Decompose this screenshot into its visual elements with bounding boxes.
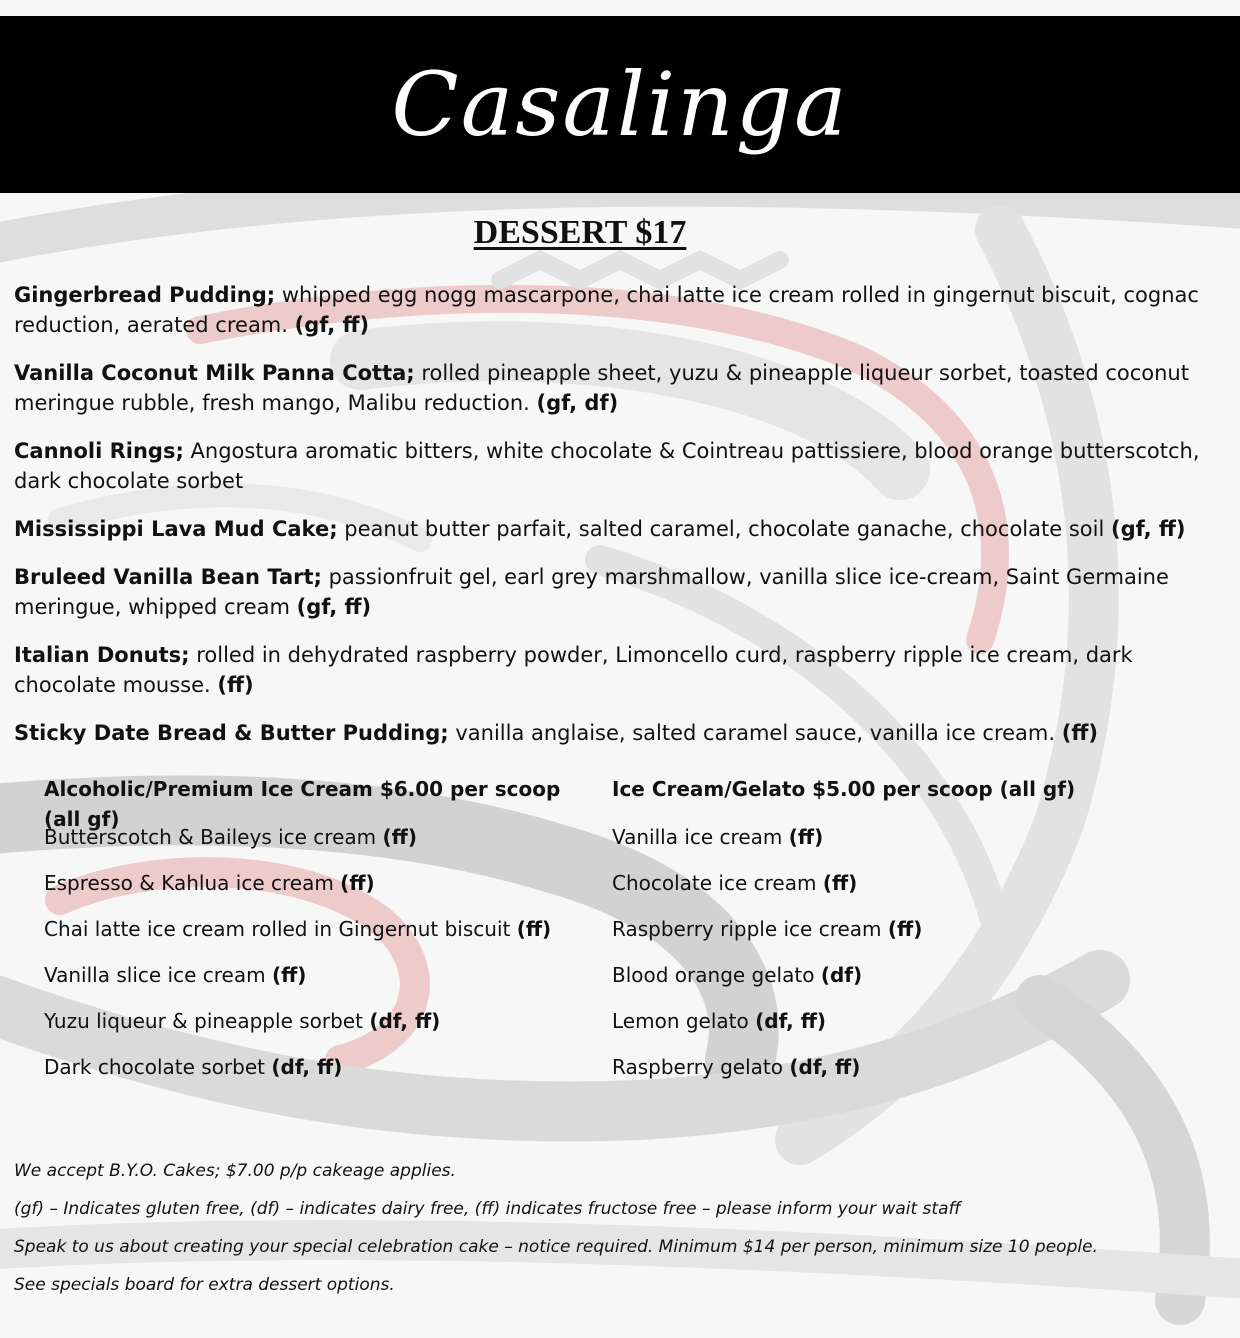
premium-ice-cream-list <box>44 774 584 1098</box>
ice-cream-item <box>44 868 584 914</box>
dessert-name: Bruleed Vanilla Bean Tart; <box>14 565 322 589</box>
standard-ice-cream-heading: Ice Cream/Gelato $5.00 per scoop (all gf) <box>612 777 1076 801</box>
ice-cream-item <box>44 960 584 1006</box>
dietary-tags: (ff) <box>788 825 824 849</box>
ice-cream-item <box>44 1052 584 1098</box>
dietary-tags: (df, ff) <box>789 1055 861 1079</box>
premium-ice-cream-heading: Alcoholic/Premium Ice Cream $6.00 per scoop (all gf) <box>44 777 561 831</box>
dessert-item <box>14 436 1224 496</box>
dessert-description: vanilla anglaise, salted caramel sauce, vanilla ice cream. <box>448 721 1062 745</box>
dietary-tags: (ff) <box>271 963 307 987</box>
dessert-name: Vanilla Coconut Milk Panna Cotta; <box>14 361 415 385</box>
ice-cream-name: Yuzu liqueur & pineapple sorbet <box>44 1009 370 1033</box>
dietary-tags: (gf, ff) <box>294 313 370 337</box>
footer-notes <box>14 1156 1214 1308</box>
dietary-tags: (ff) <box>340 871 375 895</box>
ice-cream-item <box>612 1006 1172 1052</box>
dessert-description: passionfruit gel, earl grey marshmallow, vanilla slice ice-cream, Saint Germaine meringue, whipped cream <box>14 565 1169 619</box>
dessert-item <box>14 562 1224 622</box>
dessert-description: whipped egg nogg mascarpone, chai latte ice cream rolled in gingernut biscuit, cognac reduction, aerated cream. <box>14 283 1199 337</box>
ice-cream-item <box>44 914 584 960</box>
ice-cream-name: Butterscotch & Baileys ice cream <box>44 825 383 849</box>
dessert-section-title: DESSERT $17 <box>473 214 687 251</box>
ice-cream-item <box>44 822 584 868</box>
ice-cream-item <box>612 960 1172 1006</box>
ice-cream-item <box>44 1006 584 1052</box>
dessert-description: peanut butter parfait, salted caramel, chocolate ganache, chocolate soil <box>337 517 1111 541</box>
dietary-tags: (ff) <box>516 917 552 941</box>
dietary-tags: (gf, ff) <box>296 595 372 619</box>
standard-ice-cream-list <box>612 774 1172 1098</box>
ice-cream-item <box>612 1052 1172 1098</box>
dietary-legend-note: (gf) – Indicates gluten free, (df) – indicates dairy free, (ff) indicates fructose free – please inform your wait staff <box>14 1199 961 1219</box>
dessert-name: Italian Donuts; <box>14 643 190 667</box>
ice-cream-name: Raspberry gelato <box>612 1055 790 1079</box>
dessert-item <box>14 640 1224 700</box>
ice-cream-item <box>612 868 1172 914</box>
dessert-description: rolled pineapple sheet, yuzu & pineapple liqueur sorbet, toasted coconut meringue rubble, fresh mango, Malibu reduction. <box>14 361 1189 415</box>
dietary-tags: (ff) <box>887 917 923 941</box>
brand-banner <box>0 16 1240 193</box>
dessert-name: Cannoli Rings; <box>14 439 184 463</box>
dessert-item <box>14 280 1224 340</box>
ice-cream-item <box>612 914 1172 960</box>
dietary-tags: (ff) <box>382 825 417 849</box>
ice-cream-name: Raspberry ripple ice cream <box>612 917 888 941</box>
dessert-name: Gingerbread Pudding; <box>14 283 276 307</box>
dietary-tags: (ff) <box>1061 721 1098 745</box>
ice-cream-name: Espresso & Kahlua ice cream <box>44 871 341 895</box>
ice-cream-name: Lemon gelato <box>612 1009 756 1033</box>
dietary-tags: (df, ff) <box>755 1009 827 1033</box>
dessert-list <box>14 280 1224 766</box>
dessert-description: rolled in dehydrated raspberry powder, Limoncello curd, raspberry ripple ice cream, dark chocolate mousse. <box>14 643 1133 697</box>
restaurant-logo: Casalinga <box>391 53 849 156</box>
dessert-name: Sticky Date Bread & Butter Pudding; <box>14 721 449 745</box>
dessert-item <box>14 718 1224 748</box>
ice-cream-item <box>612 822 1172 868</box>
ice-cream-name: Vanilla slice ice cream <box>44 963 272 987</box>
dietary-tags: (gf, ff) <box>1110 517 1186 541</box>
specials-board-note: See specials board for extra dessert options. <box>14 1275 395 1295</box>
ice-cream-name: Dark chocolate sorbet <box>44 1055 272 1079</box>
dessert-item <box>14 358 1224 418</box>
dietary-tags: (gf, df) <box>536 391 619 415</box>
dessert-name: Mississippi Lava Mud Cake; <box>14 517 338 541</box>
ice-cream-name: Chocolate ice cream <box>612 871 823 895</box>
dietary-tags: (ff) <box>217 673 254 697</box>
dietary-tags: (df, ff) <box>369 1009 441 1033</box>
celebration-cake-note: Speak to us about creating your special celebration cake – notice required. Minimum $14 per person, minimum size 10 people. <box>14 1237 1098 1257</box>
dessert-description: Angostura aromatic bitters, white chocolate & Cointreau pattissiere, blood orange butterscotch, dark chocolate sorbet <box>14 439 1200 493</box>
dietary-tags: (ff) <box>822 871 858 895</box>
ice-cream-name: Vanilla ice cream <box>612 825 789 849</box>
dietary-tags: (df, ff) <box>271 1055 343 1079</box>
ice-cream-name: Chai latte ice cream rolled in Gingernut biscuit <box>44 917 517 941</box>
ice-cream-name: Blood orange gelato <box>612 963 821 987</box>
byo-cake-note: We accept B.Y.O. Cakes; $7.00 p/p cakeage applies. <box>14 1161 456 1181</box>
dessert-item <box>14 514 1224 544</box>
dietary-tags: (df) <box>820 963 863 987</box>
